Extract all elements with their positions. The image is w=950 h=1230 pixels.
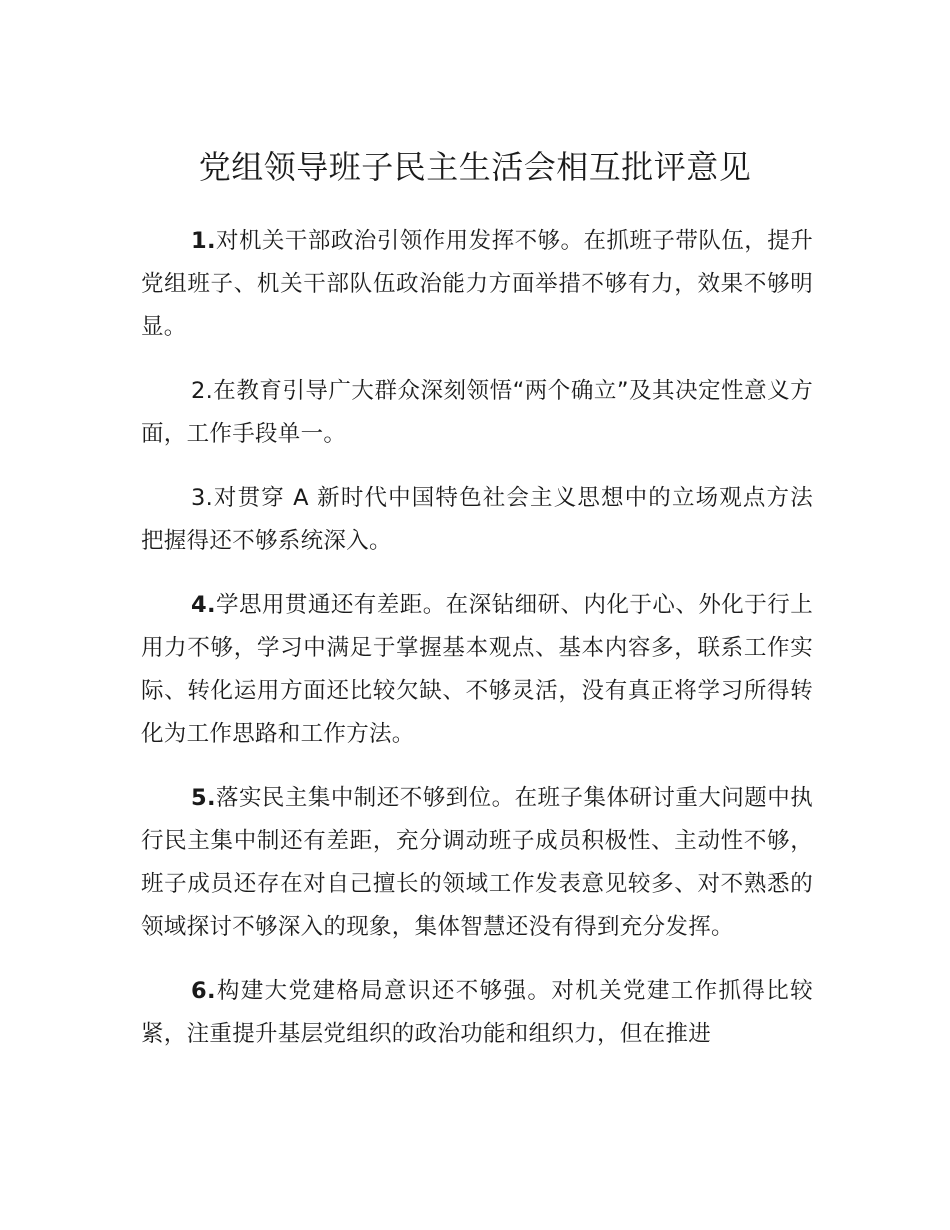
paragraph-number: 6. (191, 978, 216, 1004)
paragraph-6 (141, 970, 813, 1056)
paragraph-text: 在教育引导广大群众深刻领悟“两个确立”及其决定性意义方面，工作手段单一。 (141, 378, 813, 447)
paragraph-text: 学思用贯通还有差距。在深钻细研、内化于心、外化于行上用力不够，学习中满足于掌握基本观点、基本内容多，联系工作实际、转化运用方面还比较欠缺、不够灵活，没有真正将学习所得转化为工作思路和工作方法。 (141, 592, 813, 747)
paragraph-text: 对机关干部政治引领作用发挥不够。在抓班子带队伍，提升党组班子、机关干部队伍政治能力方面举措不够有力，效果不够明显。 (141, 228, 813, 340)
paragraph-5 (141, 777, 813, 949)
paragraph-text: 对贯穿 A 新时代中国特色社会主义思想中的立场观点方法把握得还不够系统深入。 (141, 485, 813, 554)
paragraph-number: 2. (191, 378, 214, 404)
paragraph-number: 5. (191, 785, 216, 811)
paragraph-number: 4. (191, 592, 216, 618)
paragraph-number: 3. (191, 485, 214, 511)
paragraph-3 (141, 477, 813, 563)
paragraph-2 (141, 370, 813, 456)
paragraph-number: 1. (191, 228, 216, 254)
paragraph-text: 构建大党建格局意识还不够强。对机关党建工作抓得比较紧，注重提升基层党组织的政治功能和组织力，但在推进 (141, 978, 813, 1047)
document-title: 党组领导班子民主生活会相互批评意见 (198, 148, 752, 186)
paragraph-4 (141, 584, 813, 756)
paragraph-1 (141, 220, 813, 349)
document-body (141, 220, 813, 1077)
paragraph-text: 落实民主集中制还不够到位。在班子集体研讨重大问题中执行民主集中制还有差距，充分调动班子成员积极性、主动性不够，班子成员还存在对自己擅长的领域工作发表意见较多、对不熟悉的领域探讨不够深入的现象，集体智慧还没有得到充分发挥。 (141, 785, 813, 940)
